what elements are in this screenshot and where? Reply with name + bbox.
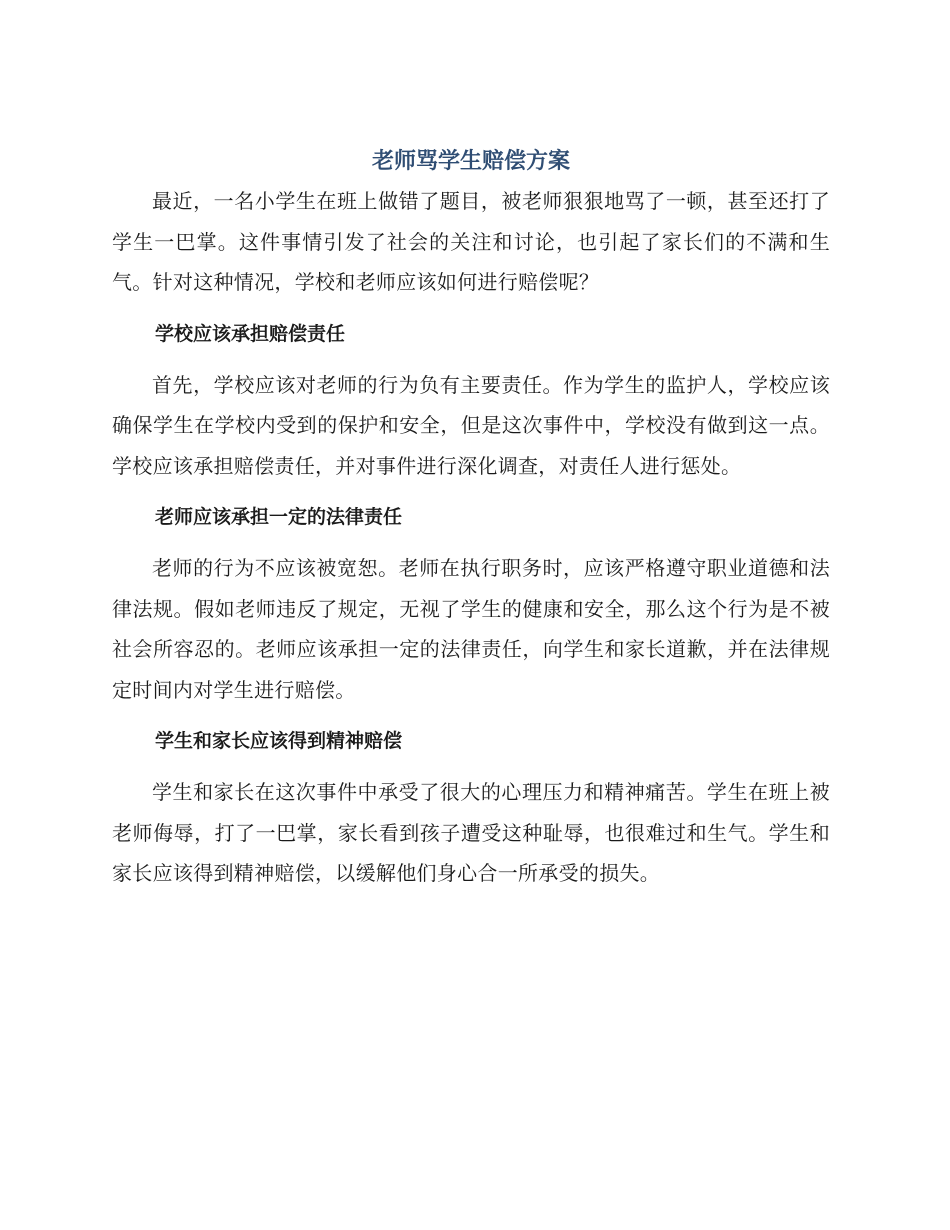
section-body-teacher: 老师的行为不应该被宽恕。老师在执行职务时，应该严格遵守职业道德和法律法规。假如老师违反了规定，无视了学生的健康和安全，那么这个行为是不被社会所容忍的。老师应该承担一定的法律责任，向学生和家长道歉，并在法律规定时间内对学生进行赔偿。 (112, 556, 830, 702)
section-body-compensation: 学生和家长在这次事件中承受了很大的心理压力和精神痛苦。学生在班上被老师侮辱，打了一巴掌，家长看到孩子遭受这种耻辱，也很难过和生气。学生和家长应该得到精神赔偿，以缓解他们身心合一所承受的损失。 (112, 780, 830, 885)
document-title: 老师骂学生赔偿方案 (371, 149, 570, 174)
section-body-school: 首先，学校应该对老师的行为负有主要责任。作为学生的监护人，学校应该确保学生在学校内受到的保护和安全，但是这次事件中，学校没有做到这一点。学校应该承担赔偿责任，并对事件进行深化调查，对责任人进行惩处。 (112, 372, 830, 478)
section-heading-school: 学校应该承担赔偿责任 (155, 322, 346, 345)
document-content (112, 145, 830, 894)
section-heading-compensation: 学生和家长应该得到精神赔偿 (155, 730, 403, 752)
intro-paragraph: 最近，一名小学生在班上做错了题目，被老师狠狠地骂了一顿，甚至还打了学生一巴掌。这件事情引发了社会的关注和讨论，也引起了家长们的不满和生气。针对这种情况，学校和老师应该如何进行赔偿呢？ (112, 189, 830, 294)
section-heading-teacher: 老师应该承担一定的法律责任 (155, 506, 403, 528)
